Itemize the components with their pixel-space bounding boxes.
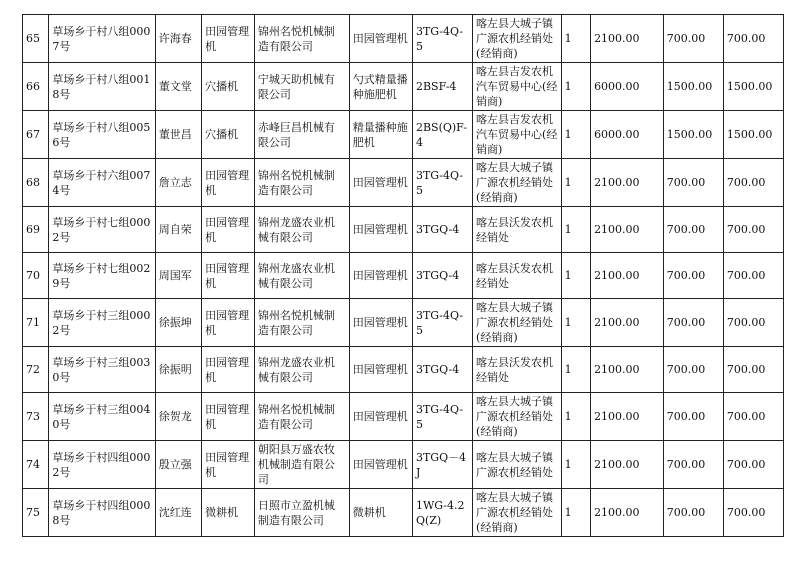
subsidy-paid-cell: 700.00 xyxy=(723,207,783,253)
row-number-cell: 72 xyxy=(23,347,49,393)
subsidy-paid-cell: 1500.00 xyxy=(723,63,783,111)
dealer-cell: 喀左县大城子镇广源农机经销处(经销商) xyxy=(473,15,562,63)
row-number-cell: 69 xyxy=(23,207,49,253)
buyer-name-cell: 周国军 xyxy=(155,253,201,299)
table-row xyxy=(23,489,784,537)
subsidy-paid-cell: 700.00 xyxy=(723,393,783,441)
row-number-cell: 75 xyxy=(23,489,49,537)
subsidy-amount-cell: 700.00 xyxy=(663,299,723,347)
product-name-cell: 田园管理机 xyxy=(349,299,412,347)
household-address-cell: 草场乡于村四组0008号 xyxy=(49,489,155,537)
quantity-cell: 1 xyxy=(561,207,591,253)
household-address-cell: 草场乡于村六组0074号 xyxy=(49,159,155,207)
manufacturer-cell: 锦州名悦机械制造有限公司 xyxy=(254,393,349,441)
manufacturer-cell: 宁城天助机械有限公司 xyxy=(254,63,349,111)
subsidy-amount-cell: 700.00 xyxy=(663,159,723,207)
buyer-name-cell: 董文堂 xyxy=(155,63,201,111)
dealer-cell: 喀左县吉发农机汽车贸易中心(经销商) xyxy=(473,111,562,159)
subsidy-amount-cell: 1500.00 xyxy=(663,111,723,159)
manufacturer-cell: 锦州名悦机械制造有限公司 xyxy=(254,299,349,347)
subsidy-paid-cell: 1500.00 xyxy=(723,111,783,159)
model-number-cell: 3TG-4Q-5 xyxy=(412,159,472,207)
machine-category-cell: 田园管理机 xyxy=(202,441,255,489)
model-number-cell: 3TG-4Q-5 xyxy=(412,299,472,347)
row-number-cell: 71 xyxy=(23,299,49,347)
dealer-cell: 喀左县大城子镇广源农机经销处(经销商) xyxy=(473,393,562,441)
model-number-cell: 3TGQ-4 xyxy=(412,347,472,393)
product-name-cell: 田园管理机 xyxy=(349,393,412,441)
table-row xyxy=(23,159,784,207)
subsidy-paid-cell: 700.00 xyxy=(723,159,783,207)
sale-price-cell: 2100.00 xyxy=(591,15,664,63)
machine-category-cell: 田园管理机 xyxy=(202,207,255,253)
table-row xyxy=(23,63,784,111)
household-address-cell: 草场乡于村八组0007号 xyxy=(49,15,155,63)
machine-category-cell: 田园管理机 xyxy=(202,347,255,393)
manufacturer-cell: 日照市立盈机械制造有限公司 xyxy=(254,489,349,537)
subsidy-amount-cell: 700.00 xyxy=(663,393,723,441)
table-row xyxy=(23,207,784,253)
dealer-cell: 喀左县沃发农机经销处 xyxy=(473,207,562,253)
buyer-name-cell: 徐振坤 xyxy=(155,299,201,347)
household-address-cell: 草场乡于村七组0002号 xyxy=(49,207,155,253)
manufacturer-cell: 锦州名悦机械制造有限公司 xyxy=(254,15,349,63)
buyer-name-cell: 许海春 xyxy=(155,15,201,63)
buyer-name-cell: 徐贺龙 xyxy=(155,393,201,441)
buyer-name-cell: 詹立志 xyxy=(155,159,201,207)
manufacturer-cell: 朝阳县万盛农牧机械制造有限公司 xyxy=(254,441,349,489)
buyer-name-cell: 董世昌 xyxy=(155,111,201,159)
machine-category-cell: 田园管理机 xyxy=(202,299,255,347)
dealer-cell: 喀左县大城子镇广源农机经销处(经销商) xyxy=(473,489,562,537)
quantity-cell: 1 xyxy=(561,15,591,63)
manufacturer-cell: 锦州龙盛农业机械有限公司 xyxy=(254,207,349,253)
dealer-cell: 喀左县大城子镇广源农机经销处(经销商) xyxy=(473,159,562,207)
machine-category-cell: 穴播机 xyxy=(202,111,255,159)
model-number-cell: 2BS(Q)F-4 xyxy=(412,111,472,159)
product-name-cell: 精量播种施肥机 xyxy=(349,111,412,159)
product-name-cell: 田园管理机 xyxy=(349,347,412,393)
sale-price-cell: 2100.00 xyxy=(591,347,664,393)
sale-price-cell: 2100.00 xyxy=(591,159,664,207)
buyer-name-cell: 周自荣 xyxy=(155,207,201,253)
subsidy-amount-cell: 700.00 xyxy=(663,347,723,393)
household-address-cell: 草场乡于村三组0002号 xyxy=(49,299,155,347)
manufacturer-cell: 锦州龙盛农业机械有限公司 xyxy=(254,347,349,393)
manufacturer-cell: 赤峰巨昌机械有限公司 xyxy=(254,111,349,159)
subsidy-paid-cell: 700.00 xyxy=(723,299,783,347)
subsidy-amount-cell: 700.00 xyxy=(663,489,723,537)
model-number-cell: 2BSF-4 xyxy=(412,63,472,111)
quantity-cell: 1 xyxy=(561,253,591,299)
household-address-cell: 草场乡于村七组0029号 xyxy=(49,253,155,299)
model-number-cell: 3TGQ-4 xyxy=(412,253,472,299)
row-number-cell: 70 xyxy=(23,253,49,299)
buyer-name-cell: 沈红连 xyxy=(155,489,201,537)
subsidy-paid-cell: 700.00 xyxy=(723,15,783,63)
product-name-cell: 勺式精量播种施肥机 xyxy=(349,63,412,111)
machine-category-cell: 田园管理机 xyxy=(202,253,255,299)
subsidy-paid-cell: 700.00 xyxy=(723,253,783,299)
product-name-cell: 田园管理机 xyxy=(349,15,412,63)
household-address-cell: 草场乡于村八组0056号 xyxy=(49,111,155,159)
sale-price-cell: 2100.00 xyxy=(591,441,664,489)
table-row xyxy=(23,347,784,393)
subsidy-amount-cell: 700.00 xyxy=(663,15,723,63)
table-row xyxy=(23,441,784,489)
quantity-cell: 1 xyxy=(561,489,591,537)
subsidy-amount-cell: 700.00 xyxy=(663,253,723,299)
sale-price-cell: 2100.00 xyxy=(591,489,664,537)
machine-category-cell: 微耕机 xyxy=(202,489,255,537)
subsidy-paid-cell: 700.00 xyxy=(723,441,783,489)
sale-price-cell: 2100.00 xyxy=(591,299,664,347)
quantity-cell: 1 xyxy=(561,111,591,159)
subsidy-paid-cell: 700.00 xyxy=(723,489,783,537)
model-number-cell: 3TGQ-4 xyxy=(412,207,472,253)
table-row xyxy=(23,393,784,441)
model-number-cell: 1WG-4.2Q(Z) xyxy=(412,489,472,537)
subsidy-amount-cell: 1500.00 xyxy=(663,63,723,111)
product-name-cell: 田园管理机 xyxy=(349,159,412,207)
buyer-name-cell: 殷立强 xyxy=(155,441,201,489)
product-name-cell: 田园管理机 xyxy=(349,441,412,489)
row-number-cell: 68 xyxy=(23,159,49,207)
table-row xyxy=(23,15,784,63)
manufacturer-cell: 锦州龙盛农业机械有限公司 xyxy=(254,253,349,299)
quantity-cell: 1 xyxy=(561,347,591,393)
household-address-cell: 草场乡于村八组0018号 xyxy=(49,63,155,111)
product-name-cell: 田园管理机 xyxy=(349,253,412,299)
manufacturer-cell: 锦州名悦机械制造有限公司 xyxy=(254,159,349,207)
row-number-cell: 74 xyxy=(23,441,49,489)
household-address-cell: 草场乡于村三组0040号 xyxy=(49,393,155,441)
subsidy-amount-cell: 700.00 xyxy=(663,207,723,253)
row-number-cell: 66 xyxy=(23,63,49,111)
dealer-cell: 喀左县大城子镇广源农机经销处 xyxy=(473,441,562,489)
household-address-cell: 草场乡于村三组0030号 xyxy=(49,347,155,393)
subsidy-table xyxy=(22,14,784,537)
sale-price-cell: 2100.00 xyxy=(591,393,664,441)
model-number-cell: 3TG-4Q-5 xyxy=(412,15,472,63)
machine-category-cell: 田园管理机 xyxy=(202,159,255,207)
table-row xyxy=(23,253,784,299)
subsidy-paid-cell: 700.00 xyxy=(723,347,783,393)
household-address-cell: 草场乡于村四组0002号 xyxy=(49,441,155,489)
quantity-cell: 1 xyxy=(561,441,591,489)
dealer-cell: 喀左县沃发农机经销处 xyxy=(473,253,562,299)
product-name-cell: 微耕机 xyxy=(349,489,412,537)
row-number-cell: 65 xyxy=(23,15,49,63)
table-body xyxy=(23,15,784,537)
quantity-cell: 1 xyxy=(561,63,591,111)
product-name-cell: 田园管理机 xyxy=(349,207,412,253)
model-number-cell: 3TGQ－4J xyxy=(412,441,472,489)
dealer-cell: 喀左县吉发农机汽车贸易中心(经销商) xyxy=(473,63,562,111)
quantity-cell: 1 xyxy=(561,299,591,347)
subsidy-amount-cell: 700.00 xyxy=(663,441,723,489)
table-row xyxy=(23,299,784,347)
dealer-cell: 喀左县沃发农机经销处 xyxy=(473,347,562,393)
sale-price-cell: 2100.00 xyxy=(591,207,664,253)
machine-category-cell: 田园管理机 xyxy=(202,15,255,63)
sale-price-cell: 6000.00 xyxy=(591,63,664,111)
machine-category-cell: 穴播机 xyxy=(202,63,255,111)
dealer-cell: 喀左县大城子镇广源农机经销处(经销商) xyxy=(473,299,562,347)
sale-price-cell: 2100.00 xyxy=(591,253,664,299)
model-number-cell: 3TG-4Q-5 xyxy=(412,393,472,441)
quantity-cell: 1 xyxy=(561,159,591,207)
row-number-cell: 67 xyxy=(23,111,49,159)
machine-category-cell: 田园管理机 xyxy=(202,393,255,441)
sale-price-cell: 6000.00 xyxy=(591,111,664,159)
row-number-cell: 73 xyxy=(23,393,49,441)
buyer-name-cell: 徐振明 xyxy=(155,347,201,393)
table-row xyxy=(23,111,784,159)
quantity-cell: 1 xyxy=(561,393,591,441)
